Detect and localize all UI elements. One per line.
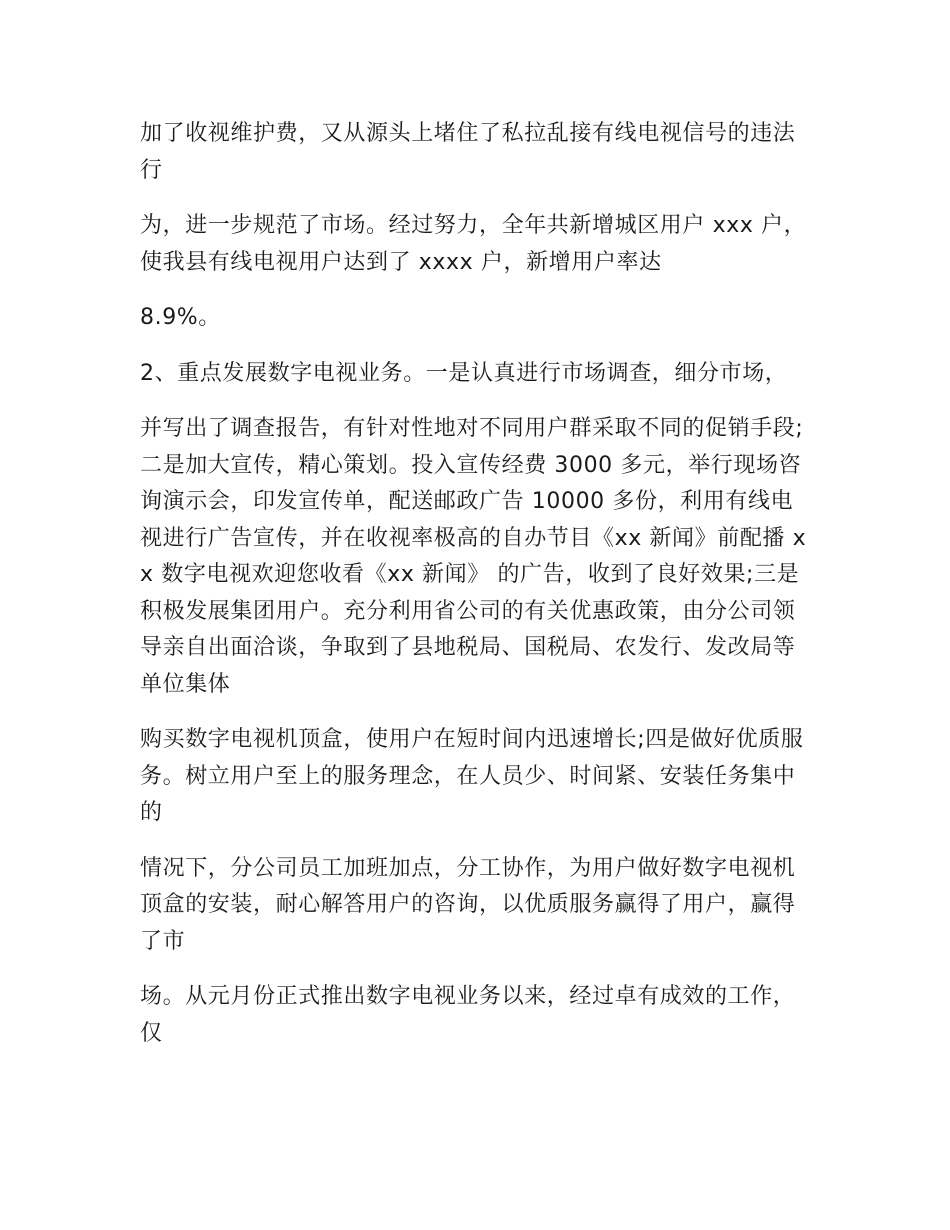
paragraph-4: 2、重点发展数字电视业务。一是认真进行市场调查，细分市场， bbox=[140, 360, 788, 386]
paragraph-8: 场。从元月份正式推出数字电视业务以来，经过卓有成效的工作，仅 bbox=[140, 984, 796, 1046]
document-body bbox=[140, 116, 812, 1071]
paragraph-2: 为，进一步规范了市场。经过努力，全年共新增城区用户 xxx 户，使我县有线电视用户达到了 xxxx 户，新增用户率达 bbox=[140, 213, 807, 275]
paragraph-7: 情况下，分公司员工加班加点，分工协作，为用户做好数字电视机顶盒的安装，耐心解答用户的咨询，以优质服务赢得了用户，赢得了市 bbox=[140, 855, 796, 954]
paragraph-1: 加了收视维护费，又从源头上堵住了私拉乱接有线电视信号的违法行 bbox=[140, 121, 796, 183]
paragraph-6: 购买数字电视机顶盒，使用户在短时间内迅速增长;四是做好优质服务。树立用户至上的服务理念，在人员少、时间紧、安装任务集中的 bbox=[140, 727, 804, 825]
paragraph-3: 8.9%。 bbox=[140, 305, 221, 330]
paragraph-5: 并写出了调查报告，有针对性地对不同用户群采取不同的促销手段;二是加大宣传，精心策划。投入宣传经费 3000 多元，举行现场咨询演示会，印发宣传单，配送邮政广告 10000 多份，利用有线电视进行广告宣传，并在收视率极高的自办节目《xx 新闻》前配播 xx 数字电视欢迎您收看《xx 新闻》 的广告，收到了良好效果;三是积极发展集团用户。充分利用省公司的有关优惠政策，由分公司领导亲自出面洽谈，争取到了县地税局、国税局、农发行、发改局等单位集体 bbox=[140, 416, 807, 697]
